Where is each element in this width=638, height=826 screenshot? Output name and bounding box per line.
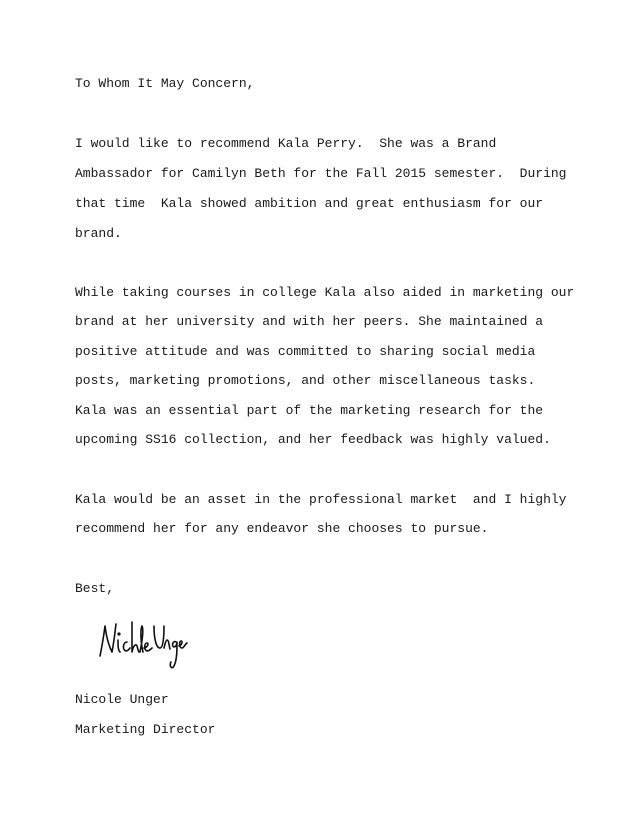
paragraph2-line2: brand at her university and with her peers. She maintained a (75, 314, 544, 329)
signer-name: Nicole Unger (75, 692, 169, 707)
handwritten-signature (96, 616, 192, 676)
paragraph1-line1: I would like to recommend Kala Perry. She was a Brand (75, 136, 497, 151)
paragraph2-line6: upcoming SS16 collection, and her feedback was highly valued. (75, 432, 551, 447)
signer-title: Marketing Director (75, 722, 216, 737)
closing: Best, (75, 581, 115, 596)
paragraph1-line4: brand. (75, 226, 122, 241)
paragraph2-line4: posts, marketing promotions, and other miscellaneous tasks. (75, 373, 536, 388)
paragraph3-line2: recommend her for any endeavor she chooses to pursue. (75, 521, 489, 536)
salutation: To Whom It May Concern, (75, 76, 255, 91)
paragraph1-line2: Ambassador for Camilyn Beth for the Fall 2015 semester. During (75, 166, 567, 181)
paragraph2-line3: positive attitude and was committed to sharing social media (75, 344, 536, 359)
paragraph2-line5: Kala was an essential part of the marketing research for the (75, 403, 544, 418)
paragraph3-line1: Kala would be an asset in the professional market and I highly (75, 492, 567, 507)
paragraph2-line1: While taking courses in college Kala also aided in marketing our (75, 285, 575, 300)
paragraph1-line3: that time Kala showed ambition and great enthusiasm for our (75, 196, 544, 211)
